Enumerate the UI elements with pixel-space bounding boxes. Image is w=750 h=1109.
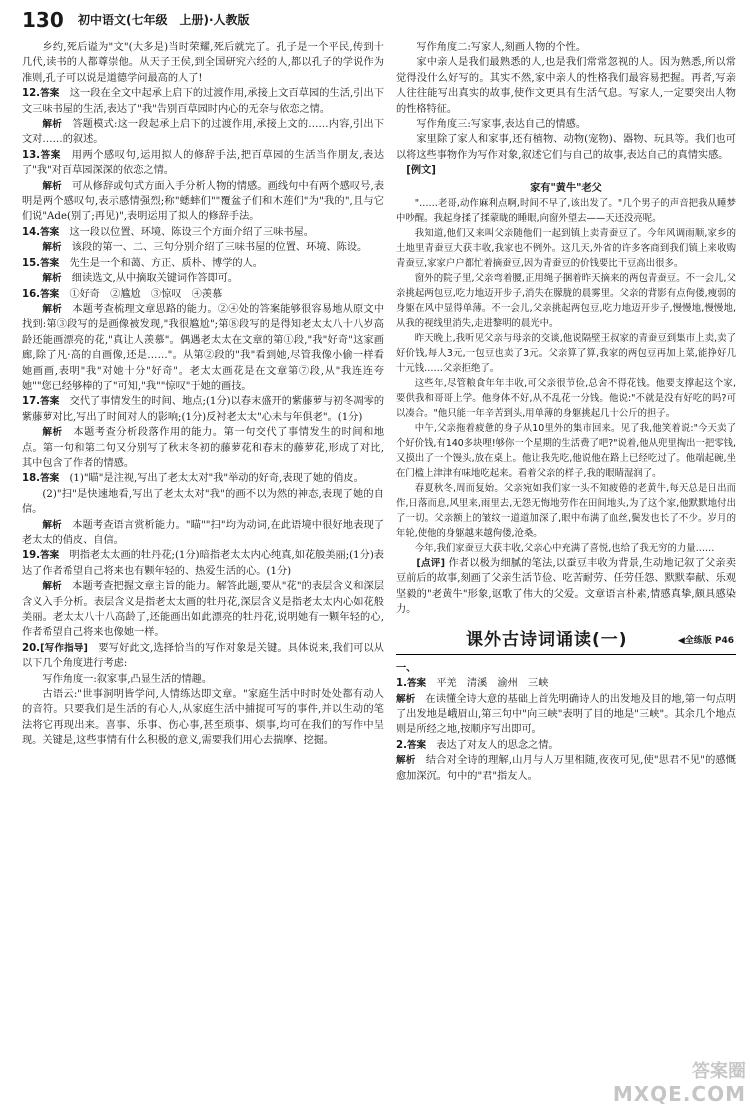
left-column — [22, 40, 384, 1105]
entry-label: 解析 — [42, 242, 62, 254]
q1-analysis-text: 在读懂全诗大意的基础上首先明确诗人的出发地及目的地,第一句点明了出发地是峨眉山,第三句中"向三峡"表明了目的地是"三峡"。其余几个地点则是所经之地,按顺序写出即可。 — [396, 693, 736, 736]
entry-label: 解析 — [42, 303, 62, 315]
item-number: 12. — [22, 88, 41, 100]
writing-angle-1-title: 写作角度一:叙家事,凸显生活的情趣。 — [42, 673, 213, 685]
page-number: 130 — [22, 8, 64, 32]
writing-angle-3-title: 写作角度三:写家事,表达自己的情感。 — [416, 119, 587, 131]
entry-label: 解析 — [42, 427, 63, 439]
answer-entry — [22, 579, 384, 641]
q2-analysis-text: 结合对全诗的理解,山月与人万里相随,夜夜可见,使"思君不见"的感慨愈加深沉。句中的"君"指友人。 — [396, 755, 736, 782]
entry-text: 细读选文,从中摘取关键词作答即可。 — [71, 273, 239, 285]
answer-entry — [22, 271, 384, 286]
entry-label: 答案 — [40, 88, 60, 100]
example-paragraph: 中午,父亲拖着疲惫的身子从10里外的集市回来。见了我,他笑着说:"今天卖了个好价钱,有140多块哩!够你一个星期的生活费了吧?"说着,他从兜里掏出一把零钱,又摸出了一个馒头,放在桌上。他让我先吃,他说他在路上已经吃过了。他端起碗,坐在门槛上津津有味地吃起来。看着父亲的样子,我的眼睛湿润了。 — [396, 423, 736, 480]
entry-text: 本题考查梳理文章思路的能力。②④处的答案能够很容易地从原文中找到:第③段写的是画像被发现,"我很尴尬";第⑧段写的是得知老太太八十八岁高龄还能画漂亮的花,"真让人羡慕"。偶遇老太太在文章的第①段,"我"好奇"这家画廊,除了凡·高的自画像,还是……"。从第②段的"我"看到她,尽管我像小偷一样看她画画,表明"我"对她十分"好奇"。老太太画花是在文章第⑦段,从"我连连夸她""您已经够棒的了"可知,"我""惊叹"于她的画技。 — [22, 303, 384, 392]
entry-text: 本题考查分析段落作用的能力。第一句交代了事情发生的时间和地点。第一句和第二句又分别写了秋末冬初的藤萝花和春末的藤萝花,形成了对比,其中包含了作者的情感。 — [22, 427, 384, 469]
answer-entry — [22, 240, 384, 255]
item-number: 18. — [22, 473, 41, 485]
q2-analysis — [396, 753, 736, 784]
example-paragraph: 昨天晚上,我听见父亲与母亲的交谈,他说隔壁王叔家的青蚕豆到集市上卖,卖了好价钱,每人3元,一包豆也卖了3元。父亲算了算,我家的两包豆再加上菜,能挣好几十元钱……父亲拒绝了。 — [396, 333, 736, 375]
entry-text: 交代了事情发生的时间、地点;(1分)以春末盛开的紫藤萝与初冬凋零的紫藤萝对比,写出了时间对人的影响;(1分)反衬老太太"心未与年俱老"。(1分) — [22, 396, 384, 423]
example-label: [例文] — [406, 165, 436, 177]
entry-label: 解析 — [42, 119, 62, 131]
writing-angle-1-body: 古语云:"世事洞明皆学问,人情练达即文章。"家庭生活中时时处处都有动人的音符。只要我们是生活的有心人,从家庭生活中捕捉可写的事件,并以生动的笔法将它再现出来。喜事、乐事、伤心事,甚至琐事、烦事,均可在我们的写作中呈现。关键是,这些事情有什么积极的意义,需要我们用心去揣摩、挖掘。 — [22, 689, 384, 747]
book-title: 初中语文(七年级 上册)·人教版 — [78, 13, 250, 27]
entry-text: ①好奇 ②尴尬 ③惊叹 ④羡慕 — [69, 288, 223, 300]
writing-angle-2-title: 写作角度二:写家人,刻画人物的个性。 — [416, 42, 587, 53]
item-number: 13. — [22, 149, 41, 161]
answer-entry — [22, 179, 384, 225]
q1-analysis — [396, 692, 736, 738]
entry-text: 这一段在全文中起承上启下的过渡作用,承接上文百草园的生活,引出下文三味书屋的生活,表达了"我"告别百草园时内心的无奈与依恋之情。 — [22, 88, 384, 115]
item-number: 14. — [22, 226, 41, 238]
q2-answer-label: 答案 — [406, 739, 427, 751]
item-number: 16. — [22, 288, 41, 300]
item-number: 15. — [22, 257, 41, 269]
entry-label: 答案 — [40, 473, 60, 485]
watermark-line-1: 答案圈 — [692, 1061, 746, 1082]
q1-answer-label: 答案 — [406, 678, 427, 690]
answer-list — [22, 86, 384, 671]
example-essay — [396, 196, 736, 556]
example-paragraph: 窗外的院子里,父亲弯着腰,正用绳子捆着昨天摘来的两包青蚕豆。不一会儿,父亲挑起两包豆,吃力地迈开步子,消失在朦胧的晨雾里。父亲的背影有点佝偻,瘦弱的身躯在风中显得单薄。不一会儿,父亲挑起两包豆,吃力地迈开步子,慢慢地,慢慢地,从我的视线里消失,走进黎明的晨光中。 — [396, 273, 736, 330]
entry-label: 答案 — [40, 550, 60, 562]
answer-entry — [22, 86, 384, 117]
right-column — [396, 40, 736, 1105]
answer-entry — [22, 471, 384, 486]
intro-paragraph: 乡约,死后谥为"文"(大多是)当时荣耀,死后就完了。孔子是一个平民,传到十几代,读书的人都尊崇他。从天子王侯,到全国研究六经的人,都以孔子的学说作为准则,孔子可以说是道德学问最高的人了! — [22, 42, 384, 84]
entry-text: 先生是一个和蔼、方正、质朴、博学的人。 — [69, 257, 263, 269]
writing-angle-2-body: 家中亲人是我们最熟悉的人,也是我们常常忽视的人。因为熟悉,所以常觉得没什么好写的。其实不然,家中亲人的性格我们最容易把握。再者,写亲人往往能写出真实的故事,使作文更具有生活气息。写家人,一定要突出人物的性格特征。 — [396, 57, 736, 115]
section-page-ref: ◀全练版 P46 — [677, 635, 734, 646]
entry-text: 该段的第一、二、三句分别介绍了三味书屋的位置、环境、陈设。 — [71, 242, 368, 254]
q1-number: 1. — [396, 678, 407, 690]
entry-text: 本题考查把握文章主旨的能力。解答此题,要从"花"的表层含义和深层含义入手分析。表层含义是指老太太画的牡丹花,深层含义是指老太太内心如花般美丽。老太太八十八高龄了,还能画出如此漂亮的牡丹花,说明她有一颗年轻的心,作者希望自己将来也像她一样。 — [22, 581, 384, 639]
section-heading — [396, 628, 736, 655]
entry-text: 要写好此文,选择恰当的写作对象是关键。具体说来,我们可以从以下几个角度进行考虑: — [22, 642, 384, 670]
answer-entry — [22, 641, 384, 672]
section-title: 课外古诗词诵读(一) — [466, 629, 628, 650]
entry-text: 这一段以位置、环境、陈设三个方面介绍了三味书屋。 — [69, 226, 314, 238]
answer-entry — [22, 117, 384, 148]
q1-analysis-label: 解析 — [396, 693, 416, 705]
answer-entry — [22, 518, 384, 549]
example-paragraph: 春夏秋冬,周而复始。父亲宛如我们家一头不知疲倦的老黄牛,每天总是日出而作,日落而息,风里来,雨里去,无怨无悔地劳作在田间地头,为了这个家,他默默地付出了一切。父亲额上的皱纹一道道加深了,眼中布满了血丝,鬓发也长了不少。岁月的年轮,使他的身躯越来越佝偻,沧桑。 — [396, 483, 736, 540]
entry-label: 答案 — [40, 396, 60, 408]
example-paragraph: 我知道,他们又来叫父亲随他们一起到镇上卖青蚕豆了。今年风调雨顺,家乡的土地里青蚕豆大获丰收,我家也不例外。这几天,外省的许多客商到我们镇上来收购青蚕豆,家家户户都忙着摘蚕豆,因为青蚕豆的价钱要比干豆高出很多。 — [396, 228, 736, 270]
entry-label: 解析 — [42, 180, 62, 192]
entry-text: 可从修辞或句式方面入手分析人物的情感。画线句中有两个感叹号,表明是两个感叹句,表示感情强烈;称"蟋蟀们""覆盆子们和木莲们"为"我的",且与它们说"Ade(别了;再见)",表明运用了拟人的修辞手法。 — [22, 180, 384, 223]
item-number: 17. — [22, 396, 41, 408]
review-paragraph — [396, 556, 736, 618]
entry-text: 答题模式:这一段起承上启下的过渡作用,承接上文的……内容,引出下文对……的叙述。 — [22, 119, 384, 146]
q2-answer — [396, 738, 736, 753]
watermark-logo — [536, 1061, 746, 1107]
entry-label: 答案 — [40, 257, 60, 269]
answer-entry — [22, 487, 384, 518]
entry-text: 本题考查语言赏析能力。"瞄""扫"均为动词,在此语境中很好地表现了老太太的俏皮、自信。 — [22, 519, 384, 546]
entry-text: 用两个感叹句,运用拟人的修辞手法,把百草园的生活当作朋友,表达了"我"对百草园深深的依恋之情。 — [22, 149, 384, 177]
item-number: 19. — [22, 550, 41, 562]
q1-answer — [396, 676, 736, 691]
entry-label: 解析 — [42, 519, 62, 531]
answer-entry — [22, 225, 384, 240]
entry-label: 解析 — [42, 273, 62, 285]
answer-entry — [22, 302, 384, 394]
q2-number: 2. — [396, 739, 407, 751]
subsection-number: 一、 — [396, 662, 417, 674]
entry-label: 答案 — [40, 149, 61, 161]
answer-entry — [22, 148, 384, 179]
watermark-line-2: MXQE.COM — [612, 1082, 746, 1106]
answer-entry — [22, 287, 384, 302]
q2-answer-text: 表达了对友人的思念之情。 — [436, 739, 559, 751]
review-text: 作者以极为细腻的笔法,以蚕豆丰收为背景,生动地记叙了父亲卖豆前后的故事,刻画了父亲生活节俭、吃苦耐劳、任劳任怨、默默奉献、乐观坚毅的"老黄牛"形象,讴歌了伟大的父爱。文章语言朴素,情感真挚,颇具感染力。 — [396, 558, 736, 616]
answer-entry — [22, 256, 384, 271]
answer-entry — [22, 394, 384, 425]
review-label: [点评] — [416, 558, 445, 570]
entry-text: 明指老太太画的牡丹花;(1分)暗指老太太内心纯真,如花般美丽;(1分)表达了作者希望自己将来也有颗年轻的、热爱生活的心。(1分) — [22, 550, 384, 577]
entry-label: 答案 — [40, 288, 60, 300]
entry-text: (2)"扫"是快速地看,写出了老太太对"我"的画不以为然的神态,表现了她的自信。 — [22, 488, 384, 516]
entry-label: [写作指导] — [40, 642, 88, 654]
example-paragraph: 这些年,尽管粮食年年丰收,可父亲很节俭,总舍不得花钱。他要支撑起这个家,要供我和哥哥上学。他身体不好,从不乱花一分钱。他说:"不就是没有好吃的吗?可以凑合。"他只能一年辛苦到头,用单薄的身躯挑起几十公斤的担子。 — [396, 378, 736, 420]
entry-text: (1)"瞄"是注视,写出了老太太对"我"举动的好奇,表现了她的俏皮。 — [69, 473, 364, 485]
answer-entry — [22, 548, 384, 579]
example-title: 家有"黄牛"老父 — [530, 182, 602, 194]
writing-angle-3-body: 家里除了家人和家事,还有植物、动物(宠物)、器物、玩具等。我们也可以将这些事物作为写作对象,叙述它们与自己的故事,表达自己的真情实感。 — [396, 134, 736, 161]
q1-answer-text: 平羌 清溪 渝州 三峡 — [436, 678, 549, 690]
item-number: 20. — [22, 642, 41, 654]
q2-analysis-label: 解析 — [396, 755, 416, 767]
example-paragraph: 今年,我们家蚕豆大获丰收,父亲心中充满了喜悦,也给了我无穷的力量…… — [414, 543, 715, 555]
answer-entry — [22, 425, 384, 471]
page-header — [22, 6, 732, 36]
entry-label: 解析 — [42, 581, 62, 593]
entry-label: 答案 — [40, 226, 60, 238]
example-paragraph: "……老哥,动作麻利点啊,时间不早了,该出发了。"几个男子的声音把我从睡梦中吵醒。我起身揉了揉蒙眬的睡眼,向窗外望去——天还没亮呢。 — [396, 198, 736, 225]
